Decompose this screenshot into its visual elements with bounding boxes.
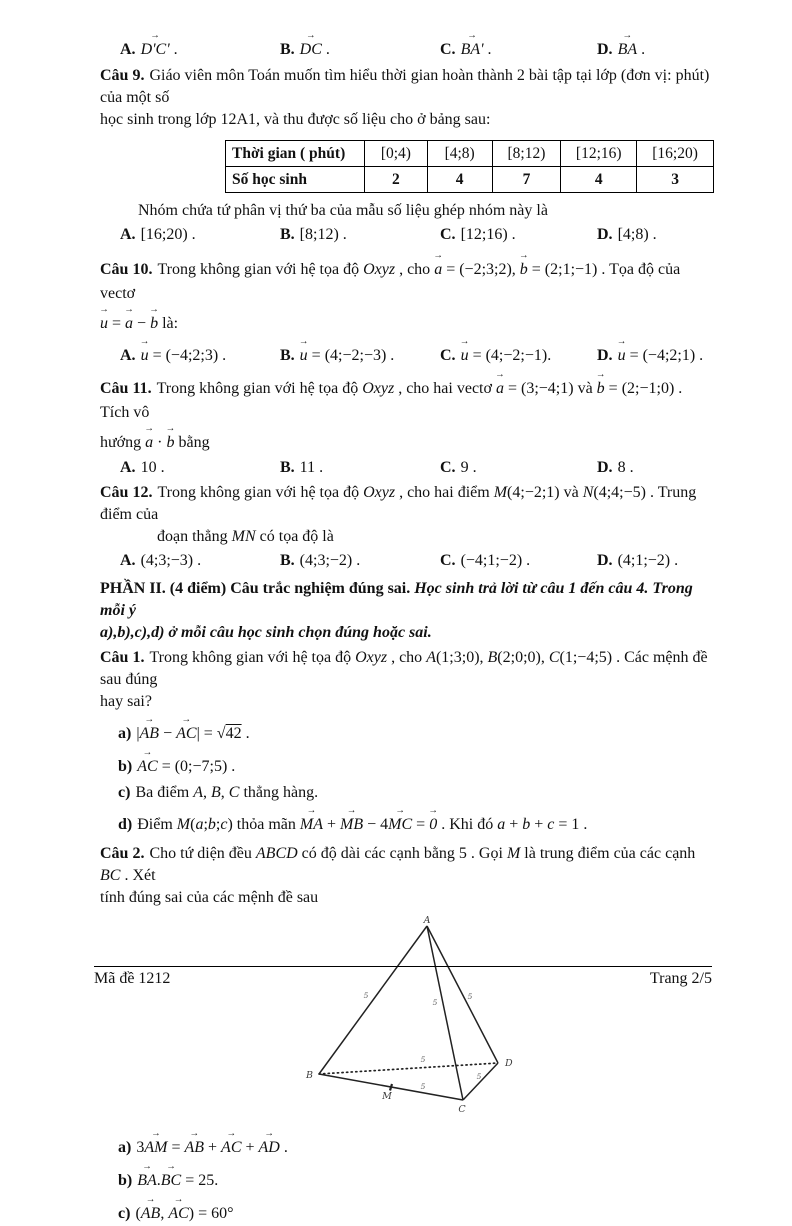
exam-code: Mã đề 1212: [94, 970, 171, 987]
q11-line2: hướng a → · b → bằng: [100, 425, 714, 455]
vertex-label-c: C: [458, 1104, 466, 1115]
p2q2-item-b: b) BA →.BC → = 25.: [118, 1163, 714, 1193]
p2q1-item-d: d) Điểm M(a;b;c) thỏa mãn MA → + MB → − 4MC → = 0 → . Khi đó a + b + c = 1 .: [118, 807, 714, 837]
q12-options: [100, 550, 714, 572]
p2q1-line2: hay sai?: [100, 693, 152, 710]
p2q1-items: [100, 716, 714, 837]
part2-heading-line1: PHẦN II. (4 điểm) Câu trắc nghiệm đúng sai. Học sinh trả lời từ câu 1 đến câu 4. Trong mỗi ý: [100, 580, 693, 619]
option-c: C. 9 .: [440, 459, 477, 476]
q9-options: [100, 224, 714, 246]
table-interval-2: [4;8): [427, 141, 492, 167]
table-interval-5: [16;20): [637, 141, 714, 167]
q9-frequency-table: [225, 140, 714, 193]
p2q2-line1: Câu 2. Cho tứ diện đều ABCD có độ dài các cạnh bằng 5 . Gọi M là trung điểm của các cạnh BC . Xét: [100, 845, 696, 884]
p2q1-item-b: b) AC → = (0;−7;5) .: [118, 749, 714, 779]
option-d: D. u → = (−4;2;1) .: [597, 344, 714, 368]
edge-ac: [427, 926, 463, 1100]
option-c: C. u → = (4;−2;−1).: [440, 344, 597, 368]
table-header-time: Thời gian ( phút): [226, 141, 365, 167]
table-interval-1: [0;4): [365, 141, 428, 167]
option-d: D. [4;8) .: [597, 226, 657, 243]
edge-length-ac: 5: [432, 998, 438, 1007]
q10-options: [100, 338, 714, 368]
q9-line1: Câu 9. Giáo viên môn Toán muốn tìm hiểu thời gian hoàn thành 2 bài tập tại lớp (đơn vị: phút) của một số: [100, 67, 710, 106]
exam-content: [100, 30, 714, 1226]
option-b: B. (4;3;−2) .: [280, 552, 361, 569]
option-c: C. [12;16) .: [440, 226, 516, 243]
q9-subquestion: Nhóm chứa tứ phân vị thứ ba của mẫu số liệu ghép nhóm này là: [138, 202, 548, 219]
q10-line1: Câu 10. Trong không gian với hệ tọa độ Oxyz , cho a → = (−2;3;2), b → = (2;1;−1) . Tọa độ của vectơ: [100, 252, 714, 306]
option-b: B. DC → .: [280, 38, 440, 62]
q12-line2: đoạn thẳng MN có tọa độ là: [157, 528, 334, 545]
edge-length-cd: 5: [476, 1072, 482, 1081]
p2q2-items: [100, 1130, 714, 1226]
page-number: Trang 2/5: [649, 970, 712, 987]
p2q1-item-a: a) |AB → − AC →| = √42 .: [118, 716, 714, 746]
prev-question-options: [100, 32, 714, 62]
q9-line2: học sinh trong lớp 12A1, và thu được số liệu cho ở bảng sau:: [100, 111, 491, 128]
edge-ad: [427, 926, 498, 1063]
p2q2-item-a: a) 3AM → = AB → + AC → + AD → .: [118, 1130, 714, 1160]
edge-cd: [463, 1063, 498, 1100]
part2-heading-line2: a),b),c),d) ở mỗi câu học sinh chọn đúng hoặc sai.: [100, 624, 432, 641]
option-b: B. u → = (4;−2;−3) .: [280, 344, 440, 368]
option-b: B. [8;12) .: [280, 226, 347, 243]
table-count-2: 4: [427, 167, 492, 193]
p2q2-line2: tính đúng sai của các mệnh đề sau: [100, 889, 319, 906]
table-interval-3: [8;12): [492, 141, 561, 167]
p2q1-label: Câu 1.: [100, 649, 145, 666]
tetrahedron-svg: [300, 915, 545, 1120]
table-count-4: 4: [561, 167, 637, 193]
option-a: A. [16;20) .: [120, 226, 196, 243]
table-count-1: 2: [365, 167, 428, 193]
table-count-3: 7: [492, 167, 561, 193]
p2q2-label: Câu 2.: [100, 845, 145, 862]
edge-length-ab: 5: [363, 991, 369, 1000]
table-row: [226, 141, 714, 167]
q12-label: Câu 12.: [100, 484, 153, 501]
q12-line1: Câu 12. Trong không gian với hệ tọa độ Oxyz , cho hai điểm M(4;−2;1) và N(4;4;−5) . Trung điểm của: [100, 484, 697, 523]
option-c: C. BA' → .: [440, 38, 597, 62]
p2q1-item-c: c) Ba điểm A, B, C thẳng hàng.: [118, 784, 319, 801]
option-d: D. BA → .: [597, 38, 714, 62]
table-row: [226, 167, 714, 193]
option-d: D. (4;1;−2) .: [597, 552, 679, 569]
vertex-label-b: B: [306, 1070, 313, 1081]
q10-line2: u → = a → − b → là:: [100, 306, 714, 336]
option-a: A. (4;3;−3) .: [120, 552, 202, 569]
q11-line1: Câu 11. Trong không gian với hệ tọa độ Oxyz , cho hai vectơ a → = (3;−4;1) và b → = (2;−1;0) . Tích vô: [100, 371, 714, 425]
option-a: A. 10 .: [120, 459, 165, 476]
tetrahedron-figure: [300, 915, 545, 1127]
edge-length-ad: 5: [467, 992, 473, 1001]
option-a: A. u → = (−4;2;3) .: [120, 344, 280, 368]
q9-label: Câu 9.: [100, 67, 145, 84]
option-a: A. D'C' → .: [120, 38, 280, 62]
midpoint-label-m: M: [382, 1091, 392, 1102]
edge-ab: [319, 926, 427, 1074]
vertex-label-d: D: [505, 1058, 513, 1069]
p2q1-line1: Câu 1. Trong không gian với hệ tọa độ Oxyz , cho A(1;3;0), B(2;0;0), C(1;−4;5) . Các mệnh đề sau đúng: [100, 649, 708, 688]
q11-label: Câu 11.: [100, 380, 152, 397]
vertex-label-a: A: [423, 915, 431, 926]
option-b: B. 11 .: [280, 459, 324, 476]
q10-label: Câu 10.: [100, 261, 153, 278]
p2q2-item-c: c) (AB →, AC →) = 60°: [118, 1196, 714, 1226]
table-interval-4: [12;16): [561, 141, 637, 167]
edge-length-bc: 5: [420, 1082, 426, 1091]
table-count-5: 3: [637, 167, 714, 193]
edge-length-bd: 5: [420, 1055, 426, 1064]
option-d: D. 8 .: [597, 459, 634, 476]
table-header-students: Số học sinh: [226, 167, 365, 193]
option-c: C. (−4;1;−2) .: [440, 552, 531, 569]
page-footer: [94, 966, 712, 988]
edge-bd: [319, 1063, 498, 1074]
midpoint-tick: [390, 1084, 392, 1091]
q11-options: [100, 457, 714, 479]
